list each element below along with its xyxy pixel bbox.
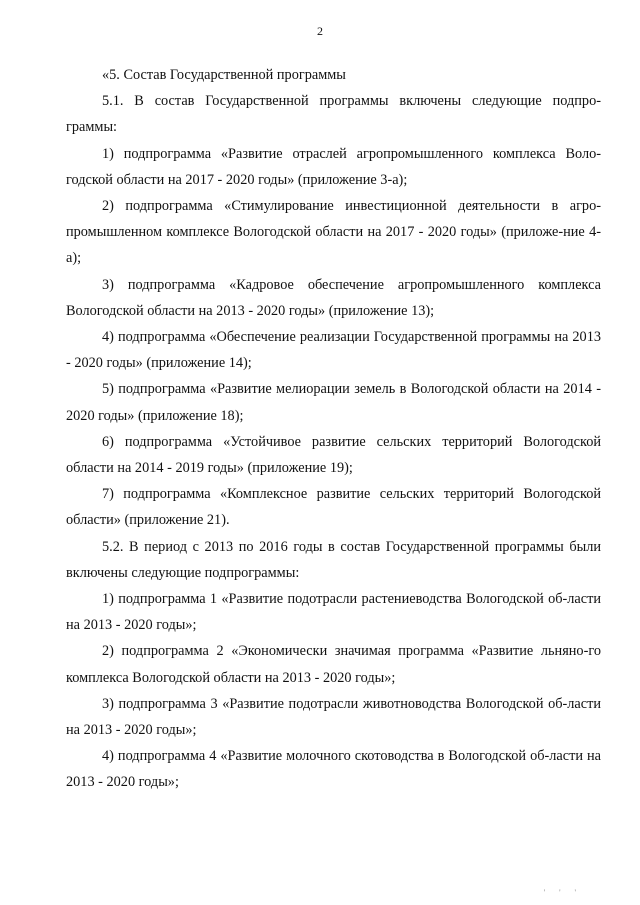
page-number: 2 bbox=[317, 24, 323, 38]
subprogram-item-2: 2) подпрограмма «Стимулирование инвестиционной деятельности в агро-промышленном комплексе Вологодской области на 2017 - 2020 годы» (приложе-ние 4-а); bbox=[66, 198, 601, 267]
former-subprogram-item-1: 1) подпрограмма 1 «Развитие подотрасли растениеводства Вологодской об-ласти на 2013 - 2020 годы»; bbox=[66, 591, 601, 634]
former-subprogram-item-3: 3) подпрограмма 3 «Развитие подотрасли животноводства Вологодской об-ласти на 2013 - 2020 годы»; bbox=[66, 695, 601, 739]
subprogram-item-3: 3) подпрограмма «Кадровое обеспечение агропромышленного комплекса Вологодской области на 2013 - 2020 годы» (приложение 13); bbox=[66, 276, 601, 319]
section-title: «5. Состав Государственной программы bbox=[102, 67, 346, 83]
subprogram-item-6: 6) подпрограмма «Устойчивое развитие сельских территорий Вологодской области на 2014 - 2019 годы» (приложение 19); bbox=[66, 433, 601, 477]
paragraph-5-2: 5.2. В период с 2013 по 2016 годы в состав Государственной программы были включены следующие подпрограммы: bbox=[66, 538, 601, 581]
former-subprogram-item-2: 2) подпрограмма 2 «Экономически значимая программа «Развитие льняно-го комплекса Вологодской области на 2013 - 2020 годы»; bbox=[66, 643, 601, 686]
former-subprogram-item-4: 4) подпрограмма 4 «Развитие молочного скотоводства в Вологодской об-ласти на 2013 - 2020 годы»; bbox=[66, 748, 601, 791]
subprogram-item-4: 4) подпрограмма «Обеспечение реализации Государственной программы на 2013 - 2020 годы» (приложение 14); bbox=[66, 329, 601, 372]
subprogram-item-1: 1) подпрограмма «Развитие отраслей агропромышленного комплекса Воло-годской области на 2017 - 2020 годы» (приложение 3-а); bbox=[66, 145, 601, 188]
paragraph-5-1: 5.1. В состав Государственной программы включены следующие подпро-граммы: bbox=[66, 93, 601, 136]
subprogram-item-7: 7) подпрограмма «Комплексное развитие сельских территорий Вологодской области» (приложение 21). bbox=[66, 486, 601, 529]
corner-marks: ' ' ' bbox=[543, 888, 582, 897]
subprogram-item-5: 5) подпрограмма «Развитие мелиорации земель в Вологодской области на 2014 - 2020 годы» (приложение 18); bbox=[66, 381, 601, 424]
document-body bbox=[66, 62, 601, 796]
